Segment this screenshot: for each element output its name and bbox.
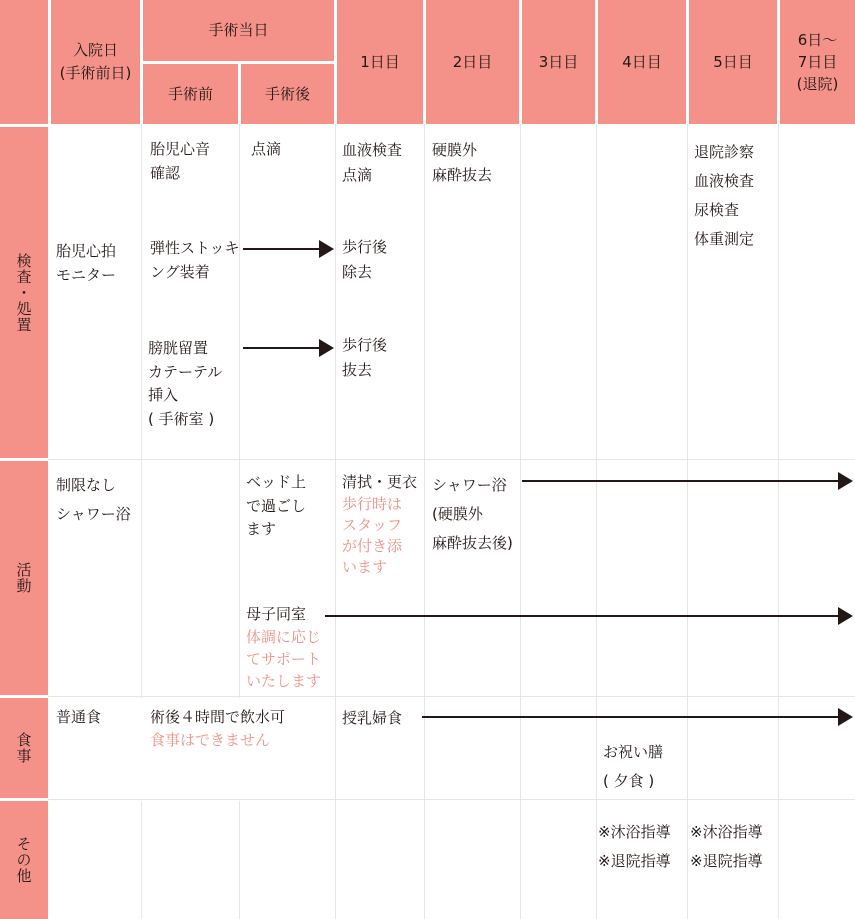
other-day4-text: ※沐浴指導 ※退院指導 bbox=[598, 823, 671, 870]
header-admission: 入院日 (手術前日) bbox=[51, 0, 140, 124]
meal-day1-text: 授乳婦食 bbox=[342, 709, 403, 727]
header-day3: 3日目 bbox=[522, 0, 595, 124]
header-surgery-day: 手術当日 bbox=[143, 0, 334, 61]
meal-admission-text: 普通食 bbox=[56, 708, 102, 726]
header-day4: 4日目 bbox=[598, 0, 686, 124]
header-post-op: 手術後 bbox=[241, 64, 334, 124]
exam-post-drip-text: 点滴 bbox=[251, 140, 282, 158]
grid-line bbox=[141, 801, 142, 919]
meal-surgery-note-text: 食事はできません bbox=[150, 731, 271, 749]
other-day5-text: ※沐浴指導 ※退院指導 bbox=[690, 823, 763, 870]
activity-day1-staff-text: 歩行時は スタッフ が付き添 います bbox=[342, 495, 403, 576]
activity-day1-wipe-text: 清拭・更衣 bbox=[342, 473, 418, 491]
grid-line bbox=[141, 124, 142, 698]
exam-day1-blood-text: 血液検査 点滴 bbox=[342, 141, 403, 184]
header-day1: 1日目 bbox=[337, 0, 423, 124]
activity-post-support-text: 体調に応じ てサポート いたします bbox=[246, 628, 322, 690]
row-label-meal-text: 食事 bbox=[14, 732, 33, 764]
exam-day2-text: 硬膜外 麻酔抜去 bbox=[432, 141, 493, 184]
activity-day2-shower-text: シャワー浴 (硬膜外 麻酔抜去後) bbox=[432, 476, 513, 552]
arrow-stockings-to-day1 bbox=[243, 240, 334, 258]
row-label-exam bbox=[0, 127, 48, 458]
exam-day1-after-walk1-text: 歩行後 除去 bbox=[342, 238, 388, 281]
header-pre-op: 手術前 bbox=[143, 64, 238, 124]
header-day2: 2日目 bbox=[426, 0, 519, 124]
grid-line bbox=[48, 696, 855, 697]
header-day6-7: 6日〜 7日目 (退院) bbox=[780, 0, 855, 124]
exam-pre-catheter-text: 膀胱留置 カテーテル 挿入 ( 手術室 ) bbox=[148, 339, 223, 428]
header-corner bbox=[0, 0, 48, 124]
activity-post-rooming-text: 母子同室 bbox=[246, 605, 307, 623]
row-label-meal bbox=[0, 698, 48, 798]
row-label-activity bbox=[0, 461, 48, 695]
activity-post-bed-text: ベッド上 で過ごし ます bbox=[246, 473, 307, 538]
grid-line bbox=[239, 801, 240, 919]
arrow-rooming-to-discharge bbox=[325, 607, 852, 625]
exam-pre-stockings-text: 弾性ストッキ ング装着 bbox=[150, 239, 240, 281]
meal-surgery-text: 術後４時間で飲水可 bbox=[150, 708, 286, 726]
exam-day5-text: 退院診察 血液検査 尿検査 体重測定 bbox=[694, 143, 755, 248]
exam-day1-after-walk2-text: 歩行後 抜去 bbox=[342, 336, 388, 379]
row-label-exam-text: 検査・処置 bbox=[14, 252, 33, 333]
grid-line bbox=[48, 459, 855, 460]
grid-line bbox=[48, 799, 855, 800]
meal-day4-text: お祝い膳 ( 夕食 ) bbox=[603, 743, 664, 790]
activity-admission-text: 制限なし シャワー浴 bbox=[56, 476, 131, 523]
exam-admission-text: 胎児心拍 モニター bbox=[56, 242, 117, 284]
arrow-nursing-meal-to-discharge bbox=[422, 708, 852, 726]
grid-line bbox=[239, 124, 240, 698]
header-day5: 5日目 bbox=[689, 0, 777, 124]
arrow-catheter-to-day1 bbox=[243, 339, 334, 357]
row-label-other bbox=[0, 801, 48, 919]
row-label-other-text: その他 bbox=[14, 836, 33, 884]
row-label-activity-text: 活動 bbox=[14, 562, 33, 594]
exam-pre-fetal-text: 胎児心音 確認 bbox=[150, 140, 211, 182]
arrow-shower-to-discharge bbox=[522, 472, 852, 490]
